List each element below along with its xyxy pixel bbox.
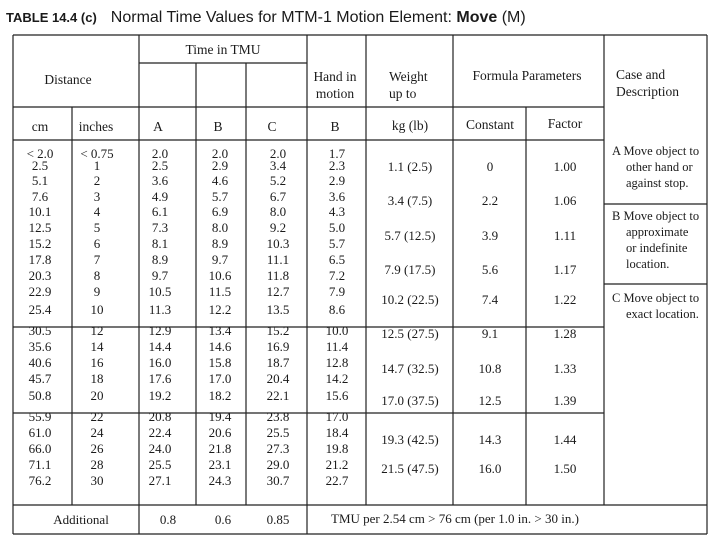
header-weight-1: Weight xyxy=(389,69,428,84)
cell-cm: 76.2 xyxy=(28,473,52,488)
table-title-move: Move xyxy=(456,9,498,26)
cell-b: 19.4 xyxy=(208,409,232,424)
cell-weight: 14.7 (32.5) xyxy=(381,361,439,376)
cell-b-motion: 12.8 xyxy=(325,355,349,370)
cell-c: 5.2 xyxy=(269,173,287,188)
cell-factor: 1.11 xyxy=(553,228,577,243)
cell-b: 8.0 xyxy=(211,220,229,235)
case-b-line-2: approximate xyxy=(626,225,689,239)
cell-factor: 1.39 xyxy=(553,393,577,408)
cell-a: 9.7 xyxy=(151,268,169,283)
cell-b-motion: 7.9 xyxy=(328,284,346,299)
cell-b: 21.8 xyxy=(208,441,232,456)
table-title-suffix: (M) xyxy=(497,9,526,26)
cell-c: 11.8 xyxy=(266,268,290,283)
header-constant: Constant xyxy=(465,117,515,132)
cell-c: 16.9 xyxy=(266,339,290,354)
case-b-line-3: or indefinite xyxy=(626,241,688,255)
cell-cm: 20.3 xyxy=(28,268,52,283)
cell-a: 8.1 xyxy=(151,236,169,251)
cell-a: 11.3 xyxy=(148,302,172,317)
cell-weight: 5.7 (12.5) xyxy=(384,228,436,243)
cell-weight: 19.3 (42.5) xyxy=(381,432,439,447)
cell-b: 14.6 xyxy=(208,339,232,354)
cell-cm: 35.6 xyxy=(28,339,52,354)
cell-c: 11.1 xyxy=(266,252,290,267)
cell-a: 3.6 xyxy=(151,173,169,188)
header-hand-in-motion-1: Hand in xyxy=(313,69,357,84)
header-weight-2: up to xyxy=(389,86,417,101)
cell-constant: 14.3 xyxy=(478,432,502,447)
cell-constant: 3.9 xyxy=(481,228,499,243)
cell-inches: 26 xyxy=(90,441,104,456)
cell-a: 6.1 xyxy=(151,204,169,219)
cell-inches: 2 xyxy=(93,173,101,188)
cell-b: 18.2 xyxy=(208,388,232,403)
cell-a: 27.1 xyxy=(148,473,172,488)
case-a-line-3: against stop. xyxy=(626,176,689,190)
header-time-in-tmu: Time in TMU xyxy=(185,42,261,57)
cell-c: 13.5 xyxy=(266,302,290,317)
cell-a: 17.6 xyxy=(148,371,172,386)
cell-b-motion: 22.7 xyxy=(325,473,349,488)
cell-a: 7.3 xyxy=(151,220,169,235)
case-c-line-1: C Move object to xyxy=(612,291,700,305)
cell-b-motion: 11.4 xyxy=(325,339,349,354)
cell-constant: 16.0 xyxy=(478,461,502,476)
cell-weight: 3.4 (7.5) xyxy=(387,193,433,208)
footer-note: TMU per 2.54 cm > 76 cm (per 1.0 in. > 30 in.) xyxy=(331,511,579,526)
cell-b-motion: 14.2 xyxy=(325,371,349,386)
cell-inches: 9 xyxy=(93,284,101,299)
cell-inches: 28 xyxy=(90,457,104,472)
cell-weight: 7.9 (17.5) xyxy=(384,262,436,277)
cell-inches: 1 xyxy=(93,158,101,173)
cell-constant: 2.2 xyxy=(481,193,499,208)
cell-factor: 1.44 xyxy=(553,432,577,447)
cell-b-motion: 7.2 xyxy=(328,268,346,283)
cell-c: 18.7 xyxy=(266,355,290,370)
cell-inches: 22 xyxy=(90,409,104,424)
header-hand-in-motion-2: motion xyxy=(315,86,355,101)
cell-cm: 7.6 xyxy=(31,189,49,204)
cell-b: 9.7 xyxy=(211,252,229,267)
cell-a: 14.4 xyxy=(148,339,172,354)
cell-weight: 10.2 (22.5) xyxy=(381,292,439,307)
cell-b-motion: 5.7 xyxy=(328,236,346,251)
cell-weight: 21.5 (47.5) xyxy=(381,461,439,476)
cell-cm: 71.1 xyxy=(28,457,52,472)
cell-a: 8.9 xyxy=(151,252,169,267)
cell-inches: 18 xyxy=(90,371,104,386)
cell-factor: 1.06 xyxy=(553,193,577,208)
table-number: TABLE 14.4 (c) xyxy=(6,10,97,25)
cell-b: 23.1 xyxy=(208,457,232,472)
header-col-a: A xyxy=(153,119,163,134)
cell-factor: 1.17 xyxy=(553,262,577,277)
cell-b: 12.2 xyxy=(208,302,232,317)
cell-constant: 12.5 xyxy=(478,393,502,408)
cell-cm: 12.5 xyxy=(28,220,52,235)
cell-constant: 5.6 xyxy=(481,262,499,277)
cell-b: 20.6 xyxy=(208,425,232,440)
case-b-line-1: B Move object to xyxy=(612,209,700,223)
cell-cm: 15.2 xyxy=(28,236,52,251)
cell-b: 2.0 xyxy=(211,146,229,161)
cell-c: 15.2 xyxy=(266,323,290,338)
cell-inches: 16 xyxy=(90,355,104,370)
footer-c: 0.85 xyxy=(266,512,290,527)
header-case-1: Case and xyxy=(616,67,666,82)
cell-b-motion: 18.4 xyxy=(325,425,349,440)
case-b xyxy=(612,208,699,272)
cell-a: 20.8 xyxy=(148,409,172,424)
cell-cm: 40.6 xyxy=(28,355,52,370)
cell-inches: 6 xyxy=(93,236,101,251)
cell-constant: 9.1 xyxy=(481,326,499,341)
cell-c: 23.8 xyxy=(266,409,290,424)
cell-c: 3.4 xyxy=(269,158,287,173)
cell-b: 10.6 xyxy=(208,268,232,283)
cell-inches: < 0.75 xyxy=(80,146,114,161)
cell-cm: 10.1 xyxy=(28,204,52,219)
cell-inches: 10 xyxy=(90,302,104,317)
header-kg-lb: kg (lb) xyxy=(391,118,429,133)
cell-cm: 50.8 xyxy=(28,388,52,403)
cell-cm: 22.9 xyxy=(28,284,52,299)
cell-b-motion: 6.5 xyxy=(328,252,346,267)
cell-b-motion: 4.3 xyxy=(328,204,346,219)
header-col-c: C xyxy=(267,119,277,134)
cell-cm: 25.4 xyxy=(28,302,52,317)
cell-inches: 3 xyxy=(93,189,101,204)
cell-b: 8.9 xyxy=(211,236,229,251)
cell-inches: 24 xyxy=(90,425,104,440)
cell-a: 16.0 xyxy=(148,355,172,370)
cell-a: 22.4 xyxy=(148,425,172,440)
header-cm: cm xyxy=(31,119,49,134)
cell-inches: 5 xyxy=(93,220,101,235)
cell-b: 17.0 xyxy=(208,371,232,386)
cell-constant: 10.8 xyxy=(478,361,502,376)
cell-a: 24.0 xyxy=(148,441,172,456)
cell-b: 24.3 xyxy=(208,473,232,488)
cell-a: 19.2 xyxy=(148,388,172,403)
cell-weight: 1.1 (2.5) xyxy=(387,159,433,174)
cell-a: 10.5 xyxy=(148,284,172,299)
cell-b-motion: 2.3 xyxy=(328,158,346,173)
cell-inches: 8 xyxy=(93,268,101,283)
header-formula-parameters: Formula Parameters xyxy=(472,68,582,83)
cell-cm: < 2.0 xyxy=(26,146,54,161)
cell-c: 27.3 xyxy=(266,441,290,456)
cell-b-motion: 3.6 xyxy=(328,189,346,204)
cell-b-motion: 15.6 xyxy=(325,388,349,403)
cell-a: 2.0 xyxy=(151,146,169,161)
case-a-line-2: other hand or xyxy=(626,160,693,174)
header-factor: Factor xyxy=(547,116,583,131)
case-c-line-2: exact location. xyxy=(626,307,699,321)
footer-a: 0.8 xyxy=(159,512,177,527)
footer-additional: Additional xyxy=(53,512,109,527)
header-case-2: Description xyxy=(616,84,679,99)
cell-b: 11.5 xyxy=(208,284,232,299)
cell-b-motion: 17.0 xyxy=(325,409,349,424)
cell-b-motion: 8.6 xyxy=(328,302,346,317)
cell-constant: 7.4 xyxy=(481,292,499,307)
case-c xyxy=(612,290,699,322)
cell-c: 10.3 xyxy=(266,236,290,251)
cell-constant: 0 xyxy=(486,159,494,174)
cell-factor: 1.22 xyxy=(553,292,577,307)
cell-cm: 2.5 xyxy=(31,158,49,173)
cell-c: 9.2 xyxy=(269,220,287,235)
cell-b: 4.6 xyxy=(211,173,229,188)
cell-c: 6.7 xyxy=(269,189,287,204)
cell-b-motion: 5.0 xyxy=(328,220,346,235)
cell-factor: 1.00 xyxy=(553,159,577,174)
cell-a: 4.9 xyxy=(151,189,169,204)
cell-b-motion: 19.8 xyxy=(325,441,349,456)
cell-c: 20.4 xyxy=(266,371,290,386)
cell-c: 30.7 xyxy=(266,473,290,488)
cell-cm: 45.7 xyxy=(28,371,52,386)
cell-cm: 17.8 xyxy=(28,252,52,267)
cell-inches: 4 xyxy=(93,204,101,219)
cell-inches: 20 xyxy=(90,388,104,403)
cell-factor: 1.50 xyxy=(553,461,577,476)
cell-cm: 66.0 xyxy=(28,441,52,456)
case-a-line-1: A Move object to xyxy=(612,144,700,158)
case-b-line-4: location. xyxy=(626,257,670,271)
cell-b-motion: 21.2 xyxy=(325,457,349,472)
cell-b-motion: 1.7 xyxy=(328,146,346,161)
cell-factor: 1.28 xyxy=(553,326,577,341)
cell-a: 12.9 xyxy=(148,323,172,338)
header-col-b: B xyxy=(213,119,223,134)
cell-a: 25.5 xyxy=(148,457,172,472)
table-title-text: Normal Time Values for MTM-1 Motion Element: xyxy=(110,9,457,26)
case-a xyxy=(612,143,699,191)
cell-b-motion: 10.0 xyxy=(325,323,349,338)
cell-inches: 12 xyxy=(90,323,104,338)
cell-weight: 12.5 (27.5) xyxy=(381,326,439,341)
cell-cm: 61.0 xyxy=(28,425,52,440)
cell-weight: 17.0 (37.5) xyxy=(381,393,439,408)
cell-b: 15.8 xyxy=(208,355,232,370)
cell-c: 22.1 xyxy=(266,388,290,403)
cell-b-motion: 2.9 xyxy=(328,173,346,188)
cell-cm: 30.5 xyxy=(28,323,52,338)
header-distance: Distance xyxy=(44,72,92,87)
cell-c: 8.0 xyxy=(269,204,287,219)
cell-b: 6.9 xyxy=(211,204,229,219)
cell-inches: 7 xyxy=(93,252,101,267)
cell-c: 2.0 xyxy=(269,146,287,161)
cell-cm: 55.9 xyxy=(28,409,52,424)
header-inches: inches xyxy=(78,119,114,134)
header-col-b-motion: B xyxy=(330,119,340,134)
cell-a: 2.5 xyxy=(151,158,169,173)
footer-b: 0.6 xyxy=(214,512,232,527)
cell-cm: 5.1 xyxy=(31,173,49,188)
cell-inches: 14 xyxy=(90,339,104,354)
cell-b: 13.4 xyxy=(208,323,232,338)
cell-c: 12.7 xyxy=(266,284,290,299)
cell-b: 5.7 xyxy=(211,189,229,204)
cell-inches: 30 xyxy=(90,473,104,488)
cell-c: 25.5 xyxy=(266,425,290,440)
cell-factor: 1.33 xyxy=(553,361,577,376)
cell-c: 29.0 xyxy=(266,457,290,472)
cell-b: 2.9 xyxy=(211,158,229,173)
